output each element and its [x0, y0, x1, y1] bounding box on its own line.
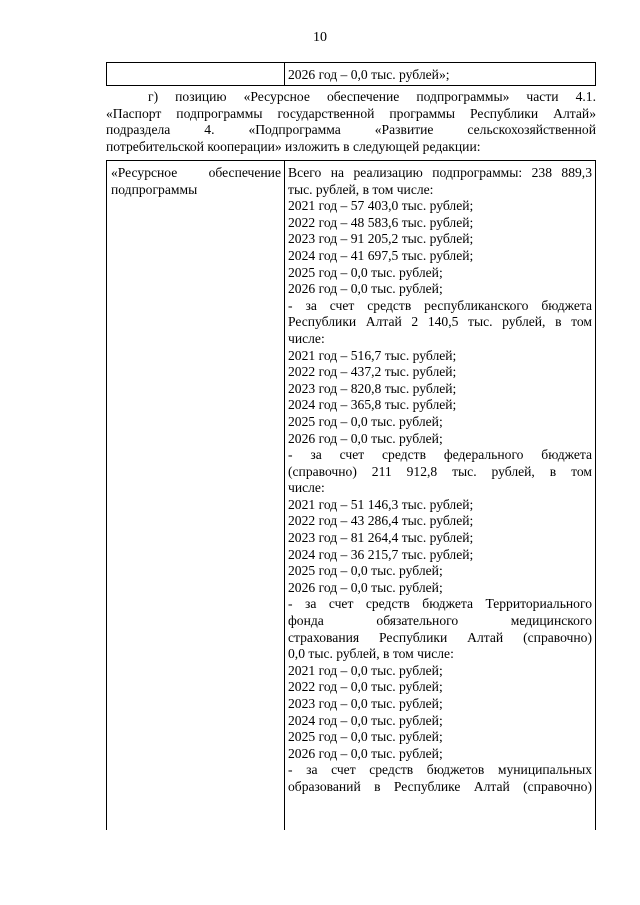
right-cell-line: 2021 год – 516,7 тыс. рублей; [288, 347, 457, 363]
right-cell-line: 2022 год – 43 286,4 тыс. рублей; [288, 513, 474, 529]
resource-table [106, 160, 596, 830]
right-cell-line: 2022 год – 48 583,6 тыс. рублей; [288, 214, 474, 230]
paragraph-line: г) позицию «Ресурсное обеспечение подпрограммы» части 4.1. [148, 89, 596, 104]
right-cell-line: 2024 год – 0,0 тыс. рублей; [288, 712, 443, 728]
page-number: 10 [313, 30, 327, 45]
right-cell-line: Всего на реализацию подпрограммы: 238 889,3 [288, 165, 592, 180]
right-cell-line: 2026 год – 0,0 тыс. рублей; [288, 281, 443, 297]
left-cell-line: «Ресурсное обеспечение [111, 165, 281, 180]
right-cell-line: 2023 год – 91 205,2 тыс. рублей; [288, 231, 474, 247]
left-cell-line: подпрограммы [111, 181, 198, 197]
amendment-paragraph [106, 89, 596, 155]
right-cell-line: числе: [288, 330, 325, 346]
column-divider [284, 63, 285, 85]
previous-row-right-cell: 2026 год – 0,0 тыс. рублей»; [288, 67, 450, 82]
right-cell-line: тыс. рублей, в том числе: [288, 181, 434, 197]
right-cell-line: 2021 год – 0,0 тыс. рублей; [288, 662, 443, 678]
right-cell-line: - за счет средств бюджета Территориального [288, 596, 592, 612]
table-right-cell [288, 165, 592, 796]
right-cell-line: 2023 год – 0,0 тыс. рублей; [288, 696, 443, 711]
right-cell-line: числе: [288, 480, 325, 496]
column-divider [284, 161, 285, 830]
right-cell-line: 2024 год – 365,8 тыс. рублей; [288, 397, 457, 413]
right-cell-line: 2026 год – 0,0 тыс. рублей; [288, 745, 443, 761]
right-cell-line: 2025 год – 0,0 тыс. рублей; [288, 729, 443, 745]
right-cell-line: Республики Алтай 2 140,5 тыс. рублей, в том [288, 314, 592, 330]
right-cell-line: 2025 год – 0,0 тыс. рублей; [288, 563, 443, 579]
table-left-cell [111, 165, 281, 198]
right-cell-line: 2025 год – 0,0 тыс. рублей; [288, 413, 443, 429]
right-cell-line: - за счет средств бюджетов муниципальных [288, 762, 592, 778]
right-cell-line: 2022 год – 0,0 тыс. рублей; [288, 679, 443, 695]
previous-table-row [106, 62, 596, 86]
right-cell-line: 2026 год – 0,0 тыс. рублей; [288, 430, 443, 446]
right-cell-line: - за счет средств республиканского бюджета [288, 297, 592, 313]
right-cell-line: 2023 год – 820,8 тыс. рублей; [288, 380, 457, 396]
right-cell-line: образований в Республике Алтай (справочно) [288, 778, 592, 794]
right-cell-line: 2024 год – 36 215,7 тыс. рублей; [288, 546, 474, 562]
right-cell-line: 2023 год – 81 264,4 тыс. рублей; [288, 530, 474, 546]
right-cell-line: страхования Республики Алтай (справочно) [288, 629, 592, 645]
right-cell-line: 2022 год – 437,2 тыс. рублей; [288, 364, 457, 380]
paragraph-line: потребительской кооперации» изложить в следующей редакции: [106, 138, 481, 154]
paragraph-line: «Паспорт подпрограммы государственной программы Республики Алтай» [106, 105, 596, 121]
right-cell-line: 2021 год – 51 146,3 тыс. рублей; [288, 496, 474, 512]
right-cell-line: 2025 год – 0,0 тыс. рублей; [288, 264, 443, 280]
right-cell-line: 2024 год – 41 697,5 тыс. рублей; [288, 247, 474, 263]
right-cell-line: 2021 год – 57 403,0 тыс. рублей; [288, 198, 474, 214]
right-cell-line: 2026 год – 0,0 тыс. рублей; [288, 579, 443, 595]
right-cell-line: фонда обязательного медицинского [288, 613, 592, 629]
right-cell-line: - за счет средств федерального бюджета [288, 447, 592, 463]
right-cell-line: 0,0 тыс. рублей, в том числе: [288, 646, 454, 662]
paragraph-line: подраздела 4. «Подпрограмма «Развитие сельскохозяйственной [106, 122, 596, 138]
right-cell-line: (справочно) 211 912,8 тыс. рублей, в том [288, 463, 592, 479]
